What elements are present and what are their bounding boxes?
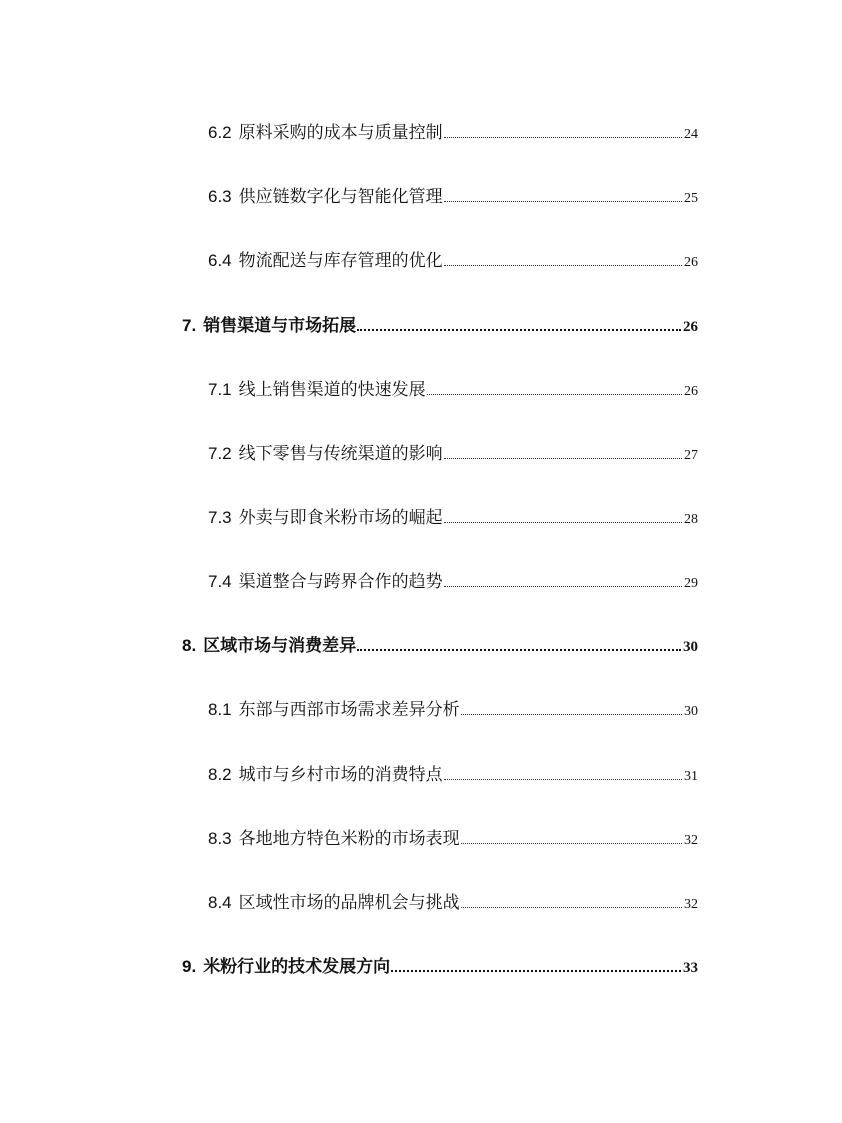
dot-leader xyxy=(427,392,682,395)
toc-entry-8-4[interactable] xyxy=(208,888,698,913)
toc-entry-number: 7.4 xyxy=(208,572,232,591)
toc-entry-6-3[interactable] xyxy=(208,182,698,207)
toc-entry-number: 7.3 xyxy=(208,508,232,527)
toc-entry-7[interactable] xyxy=(182,311,698,336)
dot-leader xyxy=(444,584,682,587)
dot-leader xyxy=(444,777,682,780)
toc-entry-page: 26 xyxy=(683,319,698,335)
dot-leader xyxy=(461,905,682,908)
toc-entry-number: 8. xyxy=(182,636,197,655)
toc-entry-title: 东部与西部市场需求差异分析 xyxy=(238,700,460,719)
toc-entry-8-2[interactable] xyxy=(208,760,698,785)
toc-entry-page: 30 xyxy=(684,704,698,719)
toc-entry-6-4[interactable] xyxy=(208,246,698,271)
toc-entry-number: 8.1 xyxy=(208,700,232,719)
dot-leader xyxy=(461,712,682,715)
toc-entry-title: 区域市场与消费差异 xyxy=(203,636,357,655)
toc-entry-title: 渠道整合与跨界合作的趋势 xyxy=(238,572,443,591)
toc-entry-title: 城市与乡村市场的消费特点 xyxy=(238,765,443,784)
toc-entry-8[interactable] xyxy=(182,631,698,656)
toc-entry-number: 8.4 xyxy=(208,893,232,912)
toc-entry-title: 外卖与即食米粉市场的崛起 xyxy=(238,508,443,527)
toc-entry-title: 各地地方特色米粉的市场表现 xyxy=(238,829,460,848)
dot-leader xyxy=(391,968,681,972)
toc-entry-page: 29 xyxy=(684,576,698,591)
toc-entry-8-3[interactable] xyxy=(208,824,698,849)
toc-entry-page: 31 xyxy=(684,769,698,784)
toc-entry-title: 销售渠道与市场拓展 xyxy=(203,316,357,335)
toc-entry-8-1[interactable] xyxy=(208,695,698,720)
toc-entry-page: 28 xyxy=(684,512,698,527)
toc-entry-page: 26 xyxy=(684,255,698,270)
toc-entry-page: 25 xyxy=(684,191,698,206)
toc-entry-9[interactable] xyxy=(182,952,698,977)
toc-entry-number: 7. xyxy=(182,316,197,335)
toc-entry-page: 32 xyxy=(684,833,698,848)
toc-entry-title: 米粉行业的技术发展方向 xyxy=(203,957,391,976)
toc-entry-number: 8.2 xyxy=(208,765,232,784)
toc-entry-page: 24 xyxy=(684,127,698,142)
dot-leader xyxy=(357,327,681,331)
toc-entry-7-2[interactable] xyxy=(208,439,698,464)
dot-leader xyxy=(461,841,682,844)
toc-entry-number: 6.3 xyxy=(208,187,232,206)
toc-entry-7-1[interactable] xyxy=(208,375,698,400)
toc-entry-title: 物流配送与库存管理的优化 xyxy=(238,251,443,270)
toc-entry-number: 6.2 xyxy=(208,123,232,142)
toc-entry-title: 线下零售与传统渠道的影响 xyxy=(238,444,443,463)
toc-entry-number: 7.2 xyxy=(208,444,232,463)
dot-leader xyxy=(444,199,682,202)
toc-entry-7-3[interactable] xyxy=(208,503,698,528)
dot-leader xyxy=(444,263,682,266)
toc-entry-page: 30 xyxy=(683,639,698,655)
toc-entry-title: 原料采购的成本与质量控制 xyxy=(238,123,443,142)
toc-entry-title: 线上销售渠道的快速发展 xyxy=(238,380,426,399)
toc-entry-number: 9. xyxy=(182,957,197,976)
toc-entry-page: 27 xyxy=(684,448,698,463)
toc-entry-page: 33 xyxy=(683,960,698,976)
toc-entry-title: 供应链数字化与智能化管理 xyxy=(238,187,443,206)
dot-leader xyxy=(357,647,681,651)
dot-leader xyxy=(444,135,682,138)
toc-entry-title: 区域性市场的品牌机会与挑战 xyxy=(238,893,460,912)
toc-entry-page: 32 xyxy=(684,897,698,912)
toc-entry-6-2[interactable] xyxy=(208,118,698,143)
toc-entry-number: 8.3 xyxy=(208,829,232,848)
toc-entry-7-4[interactable] xyxy=(208,567,698,592)
dot-leader xyxy=(444,456,682,459)
toc-entry-number: 6.4 xyxy=(208,251,232,270)
dot-leader xyxy=(444,520,682,523)
toc-entry-number: 7.1 xyxy=(208,380,232,399)
toc-entry-page: 26 xyxy=(684,384,698,399)
